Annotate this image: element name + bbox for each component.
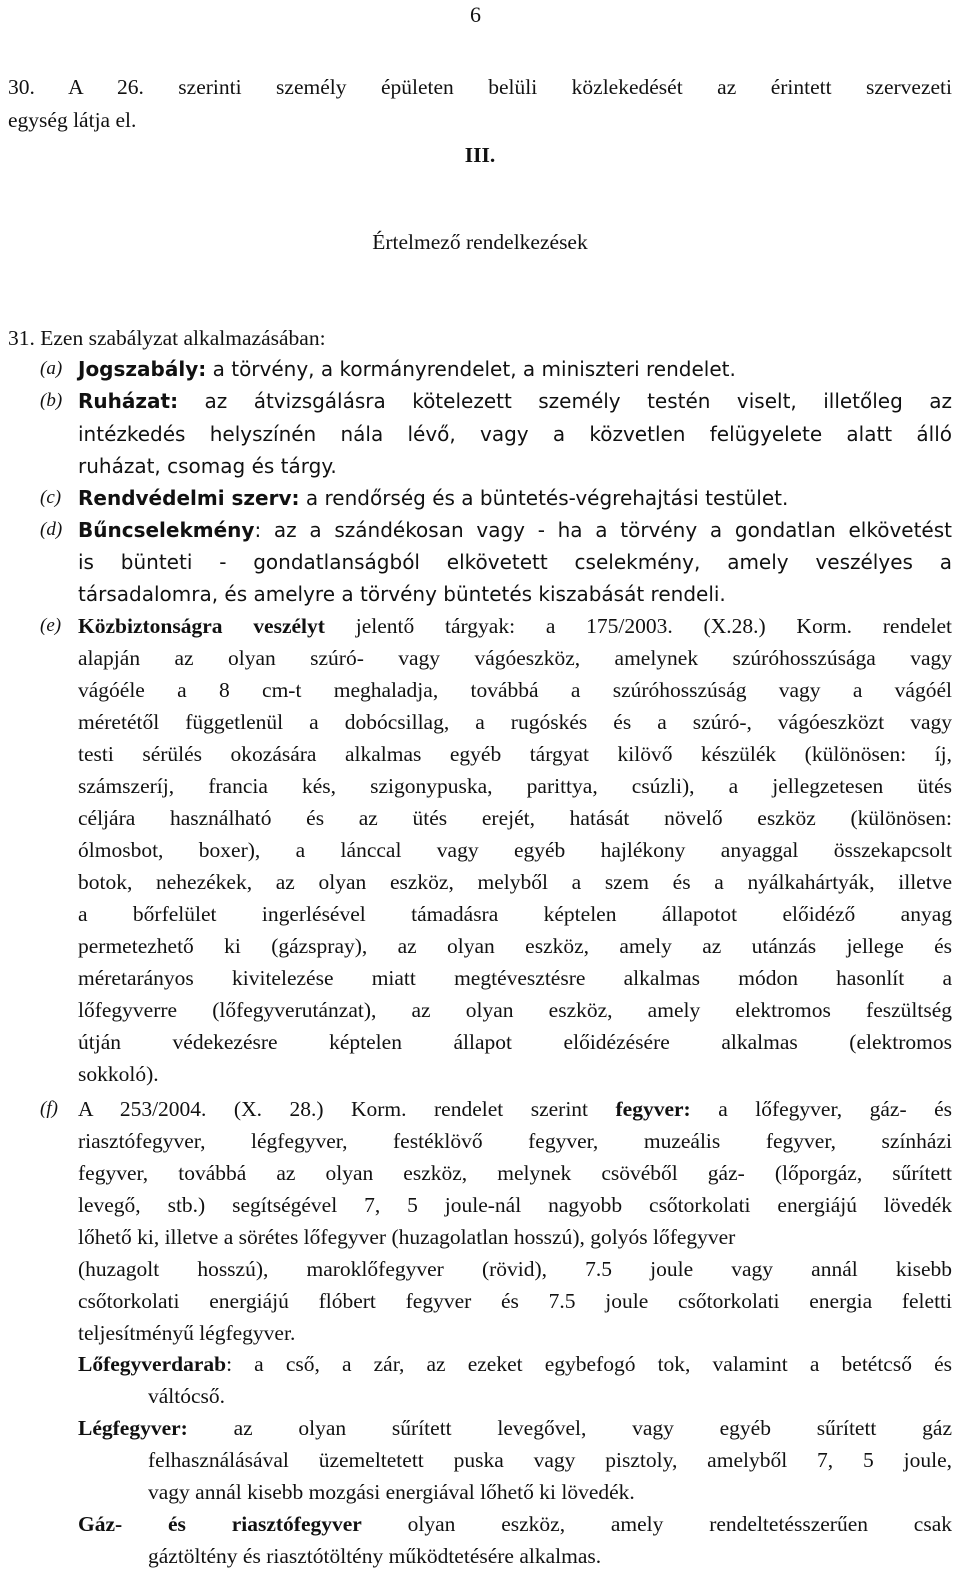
- item-a-body: a törvény, a kormányrendelet, a miniszteri rendelet.: [206, 357, 736, 381]
- item-e-line-8: botok, nehezékek, az olyan eszköz, melyből a szem és a nyálkahártyák, illetve: [78, 870, 952, 894]
- item-d-line-3: társadalomra, és amelyre a törvény büntetés kiszabását rendeli.: [78, 582, 726, 606]
- item-e-line-7: ólmosbot, boxer), a lánccal vagy egyéb hajlékony anyaggal összekapcsolt: [78, 838, 952, 862]
- item-e-line-2: vágóéle a 8 cm-t meghaladja, továbbá a szúróhosszúság vagy a vágóél: [78, 678, 952, 702]
- item-b-body-1: az átvizsgálásra kötelezett személy testén viselt, illetőleg az: [178, 389, 952, 413]
- def-lofegyverdarab-term: Lőfegyverdarab: [78, 1352, 227, 1376]
- item-f-line-2: fegyver, továbbá az olyan eszköz, melynek csövéből gáz- (lőporgáz, sűrített: [78, 1161, 952, 1185]
- def-legfegyver-line-3: vagy annál kisebb mozgási energiával lőhető ki lövedék.: [148, 1480, 635, 1504]
- item-f-line-5: (huzagolt hosszú), maroklőfegyver (rövid), 7.5 joule vagy annál kisebb: [78, 1257, 952, 1281]
- def-legfegyver-body: az olyan sűrített levegővel, vagy egyéb sűrített gáz: [187, 1416, 952, 1440]
- item-e-line-3: méretétől függetlenül a dobócsillag, a rugóskés és a szúró-, vágóeszközt vagy: [78, 710, 952, 734]
- item-e-body-0: jelentő tárgyak: a 175/2003. (X.28.) Korm. rendelet: [324, 614, 952, 638]
- item-c-body: a rendőrség és a büntetés-végrehajtási testület.: [299, 486, 789, 510]
- item-e-line-12: lőfegyverre (lőfegyverutánzat), az olyan eszköz, amely elektromos feszültség: [78, 998, 952, 1022]
- def-legfegyver-line-2: felhasználásával üzemeltetett puska vagy pisztoly, amelyből 7, 5 joule,: [148, 1448, 952, 1472]
- item-f-line-6: csőtorkolati energiájú flóbert fegyver és 7.5 joule csőtorkolati energia feletti: [78, 1289, 952, 1313]
- item-c-term: Rendvédelmi szerv:: [78, 486, 300, 510]
- item-e-line-11: méretarányos kivitelezése miatt megtévesztésre alkalmas módon hasonlít a: [78, 966, 952, 990]
- item-e-line-0: [78, 611, 952, 641]
- def-lofegyverdarab-body: : a cső, a zár, az ezeket egybefogó tok, valamint a betétcső és: [226, 1352, 952, 1376]
- item-e-line-4: testi sérülés okozására alkalmas egyéb tárgyat kilövő készülék (különösen: íj,: [78, 742, 952, 766]
- item-f-line-3: levegő, stb.) segítségével 7, 5 joule-nál nagyobb csőtorkolati energiájú lövedék: [78, 1193, 952, 1217]
- item-f-post: a lőfegyver, gáz- és: [690, 1097, 952, 1121]
- item-b-line-1: [78, 386, 952, 416]
- item-f-line-0: [78, 1094, 952, 1124]
- def-legfegyver-line-1: [78, 1413, 952, 1443]
- item-a-text: [78, 354, 736, 384]
- item-e-line-9: a bőrfelület ingerlésével támadásra képtelen állapotot előidéző anyag: [78, 902, 952, 926]
- item-b-term: Ruházat:: [78, 389, 179, 413]
- section-30-line-2: egység látja el.: [8, 108, 137, 132]
- item-f-line-1: riasztófegyver, légfegyver, festéklövő fegyver, muzeális fegyver, színházi: [78, 1129, 952, 1153]
- item-e-label: (e): [40, 615, 62, 636]
- page-number: 6: [470, 2, 481, 27]
- def-gaz-line-2: gáztöltény és riasztótöltény működtetésére alkalmas.: [148, 1544, 602, 1568]
- item-d-line-1: [78, 515, 952, 545]
- item-c-text: [78, 483, 788, 513]
- item-a-label: (a): [40, 358, 63, 379]
- item-f-line-7: teljesítményű légfegyver.: [78, 1321, 296, 1345]
- item-e-line-10: permetezhető ki (gázspray), az olyan eszköz, amely az utánzás jellege és: [78, 934, 952, 958]
- item-e-line-1: alapján az olyan szúró- vagy vágóeszköz, amelynek szúróhosszúsága vagy: [78, 646, 952, 670]
- item-a-term: Jogszabály:: [78, 357, 207, 381]
- def-gaz-line-1: [78, 1509, 952, 1539]
- item-b-label: (b): [40, 390, 63, 411]
- def-gaz-term: Gáz- és riasztófegyver: [78, 1512, 362, 1536]
- item-e-line-14: sokkoló).: [78, 1062, 159, 1086]
- item-d-term: Bűncselekmény: [78, 518, 255, 542]
- def-lofegyverdarab-line-1: [78, 1349, 952, 1379]
- section-30-line-1: 30. A 26. szerinti személy épületen belüli közlekedését az érintett szervezeti: [8, 75, 952, 99]
- item-d-line-2: is bünteti - gondatlanságból elkövetett cselekmény, amely veszélyes a: [78, 550, 952, 574]
- item-e-line-5: számszeríj, francia kés, szigonypuska, parittya, csúzli), a jellegzetesen ütés: [78, 774, 952, 798]
- item-e-term: Közbiztonságra veszélyt: [78, 614, 325, 638]
- item-c-label: (c): [40, 487, 62, 508]
- def-legfegyver-term: Légfegyver:: [78, 1416, 188, 1440]
- item-d-body-1: : az a szándékosan vagy - ha a törvény a gondatlan elkövetést: [254, 518, 952, 542]
- item-f-label: (f): [40, 1098, 58, 1119]
- item-f-line-4: lőhető ki, illetve a sörétes lőfegyver (huzagolatlan hosszú), golyós lőfegyver: [78, 1225, 736, 1249]
- item-e-line-13: útján védekezésre képtelen állapot előidézésére alkalmas (elektromos: [78, 1030, 952, 1054]
- item-f-term: fegyver:: [615, 1097, 691, 1121]
- item-e-line-6: céljára használható és az ütés erejét, hatását növelő eszköz (különösen:: [78, 806, 952, 830]
- def-gaz-body: olyan eszköz, amely rendeltetésszerűen csak: [361, 1512, 952, 1536]
- item-b-line-3: ruházat, csomag és tárgy.: [78, 454, 337, 478]
- def-lofegyverdarab-line-2: váltócső.: [148, 1384, 226, 1408]
- item-f-pre: A 253/2004. (X. 28.) Korm. rendelet szerint: [78, 1097, 616, 1121]
- item-d-label: (d): [40, 519, 63, 540]
- section-31-heading: 31. Ezen szabályzat alkalmazásában:: [8, 326, 326, 350]
- chapter-number: III.: [464, 143, 496, 167]
- item-b-line-2: intézkedés helyszínén nála lévő, vagy a közvetlen felügyelete alatt álló: [78, 422, 952, 446]
- chapter-title: Értelmező rendelkezések: [372, 230, 588, 254]
